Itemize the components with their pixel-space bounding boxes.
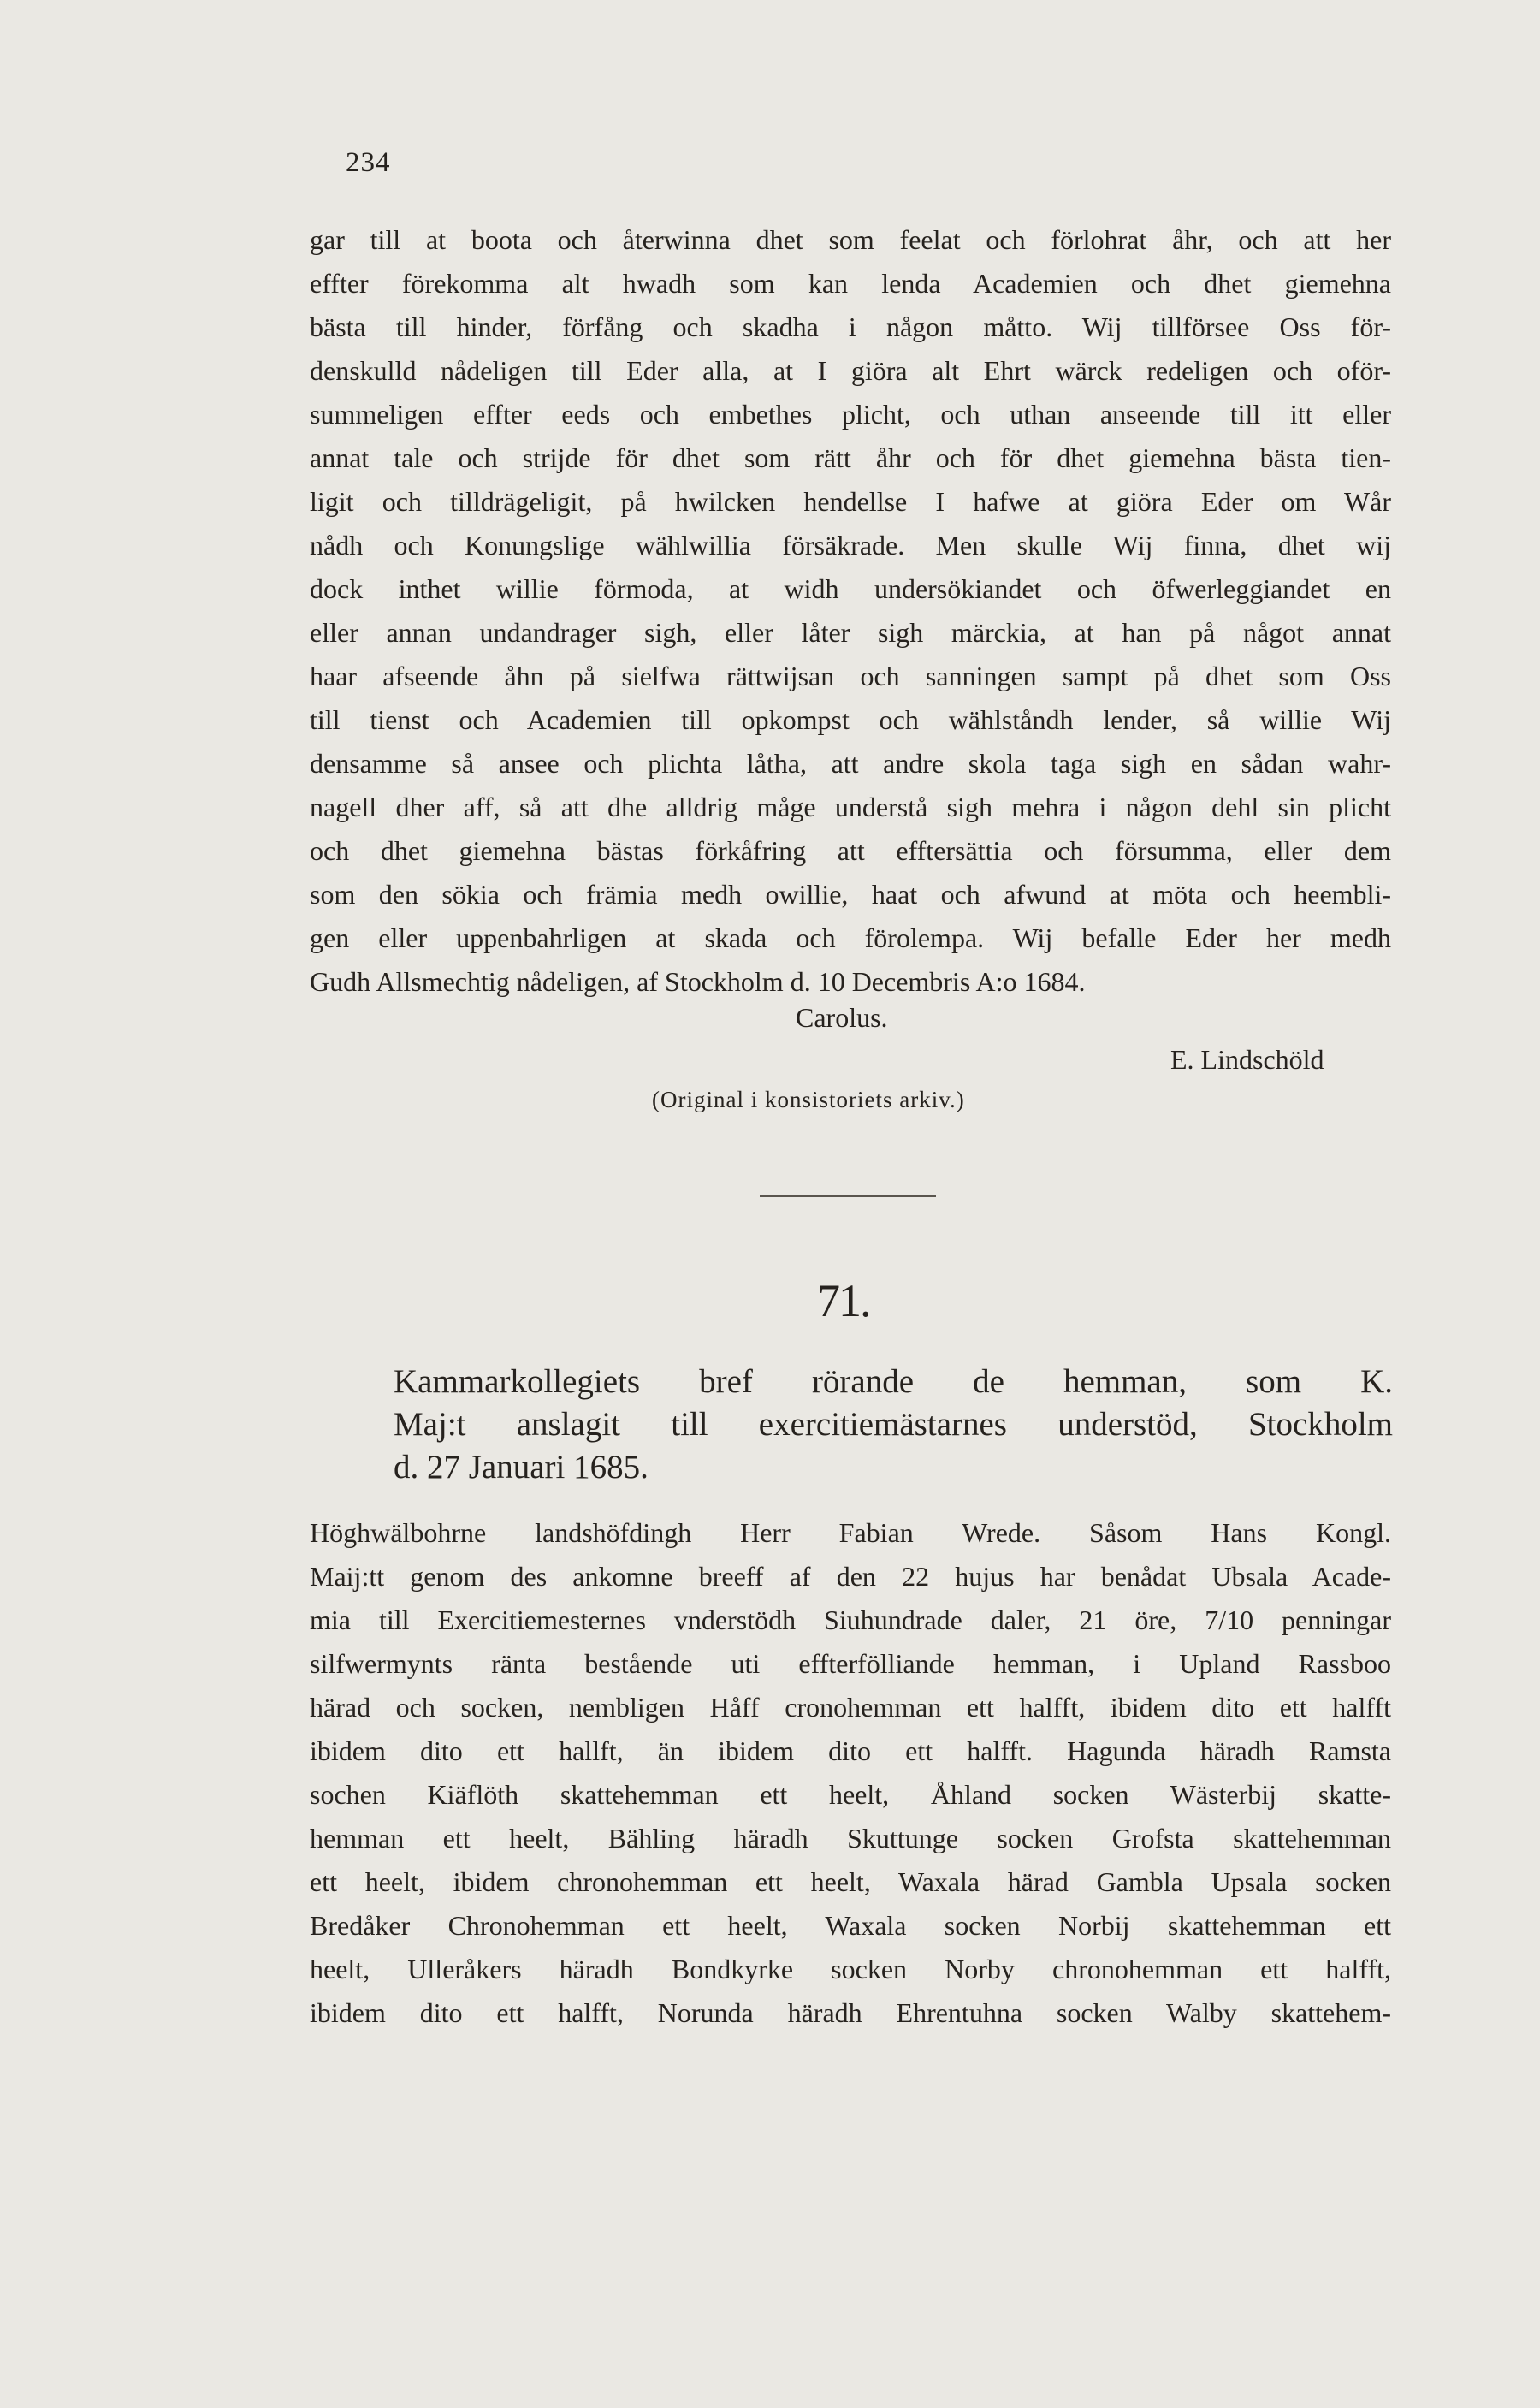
letter-line: densamme så ansee och plichta låtha, att andre skola taga sigh en sådan wahr- — [310, 748, 1391, 779]
source-note: (Original i konsistoriets arkiv.) — [652, 1087, 965, 1112]
document-number: 71. — [817, 1275, 870, 1326]
letter-body — [310, 218, 1391, 1004]
body-line: hemman ett heelt, Bähling häradh Skuttunge socken Grofsta skattehemman — [310, 1823, 1391, 1853]
letter-line: haar afseende åhn på sielfwa rättwijsan och sanningen sampt på dhet som Oss — [310, 661, 1391, 691]
letter-line: denskulld nådeligen till Eder alla, at I giöra alt Ehrt wärck redeligen och oför- — [310, 355, 1391, 386]
body-line: ett heelt, ibidem chronohemman ett heelt, Waxala härad Gambla Upsala socken — [310, 1866, 1391, 1897]
letter-line: ligit och tilldrägeligit, på hwilcken hendellse I hafwe at giöra Eder om Wår — [310, 486, 1391, 517]
body-line: Höghwälbohrne landshöfdingh Herr Fabian Wrede. Såsom Hans Kongl. — [310, 1517, 1391, 1548]
letter-line: summeligen effter eeds och embethes plicht, och uthan anseende till itt eller — [310, 399, 1391, 430]
body-line: Bredåker Chronohemman ett heelt, Waxala socken Norbij skattehemman ett — [310, 1910, 1391, 1941]
body-line: ibidem dito ett halfft, Norunda häradh Ehrentuhna socken Walby skattehem- — [310, 1997, 1391, 2028]
letter-line: nagell dher aff, så att dhe alldrig måge understå sigh mehra i någon dehl sin plicht — [310, 792, 1391, 822]
letter-line: annat tale och strijde för dhet som rätt åhr och för dhet giemehna bästa tien- — [310, 442, 1391, 473]
body-line: heelt, Ulleråkers häradh Bondkyrke socken Norby chronohemman ett halfft, — [310, 1954, 1391, 1984]
body-line: sochen Kiäflöth skattehemman ett heelt, Åhland socken Wästerbij skatte- — [310, 1779, 1391, 1810]
document-body — [310, 1511, 1391, 2035]
letter-line: som den sökia och främia medh owillie, haat och afwund at möta och heembli- — [310, 879, 1391, 910]
body-line: silfwermynts ränta bestående uti effterfölliande hemman, i Upland Rassboo — [310, 1648, 1391, 1679]
letter-line: Gudh Allsmechtig nådeligen, af Stockholm d. 10 Decembris A:o 1684. — [310, 966, 1086, 997]
body-line: mia till Exercitiemesternes vnderstödh Siuhundrade daler, 21 öre, 7/10 penningar — [310, 1604, 1391, 1635]
title-line: Maj:t anslagit till exercitiemästarnes understöd, Stockholm — [394, 1406, 1393, 1443]
letter-line: eller annan undandrager sigh, eller låter sigh märckia, at han på något annat — [310, 617, 1391, 648]
letter-line: effter förekomma alt hwadh som kan lenda Academien och dhet giemehna — [310, 268, 1391, 299]
letter-line: nådh och Konungslige wählwillia försäkrade. Men skulle Wij finna, dhet wij — [310, 530, 1391, 560]
letter-line: gen eller uppenbahrligen at skada och förolempa. Wij befalle Eder her medh — [310, 922, 1391, 953]
body-line: Maij:tt genom des ankomne breeff af den 22 hujus har benådat Ubsala Acade- — [310, 1561, 1391, 1592]
page-number: 234 — [346, 147, 391, 178]
title-line: Kammarkollegiets bref rörande de hemman, som K. — [394, 1363, 1393, 1400]
letter-line: och dhet giemehna bästas förkåfring att efftersättia och försumma, eller dem — [310, 835, 1391, 866]
letter-line: gar till at boota och återwinna dhet som feelat och förlohrat åhr, och att her — [310, 224, 1391, 255]
signature-secretary: E. Lindschöld — [1170, 1044, 1324, 1075]
body-line: härad och socken, nembligen Håff cronohemman ett halfft, ibidem dito ett halfft — [310, 1692, 1391, 1723]
title-line: d. 27 Januari 1685. — [394, 1449, 649, 1486]
letter-line: till tienst och Academien till opkompst och wählståndh lender, så willie Wij — [310, 704, 1391, 735]
section-divider — [760, 1195, 936, 1197]
letter-line: bästa till hinder, förfång och skadha i någon måtto. Wij tillförsee Oss för- — [310, 311, 1391, 342]
document-title — [394, 1361, 1393, 1489]
body-line: ibidem dito ett hallft, än ibidem dito ett halfft. Hagunda häradh Ramsta — [310, 1735, 1391, 1766]
letter-line: dock inthet willie förmoda, at widh undersökiandet och öfwerleggiandet en — [310, 573, 1391, 604]
signature-king: Carolus. — [796, 1002, 888, 1033]
